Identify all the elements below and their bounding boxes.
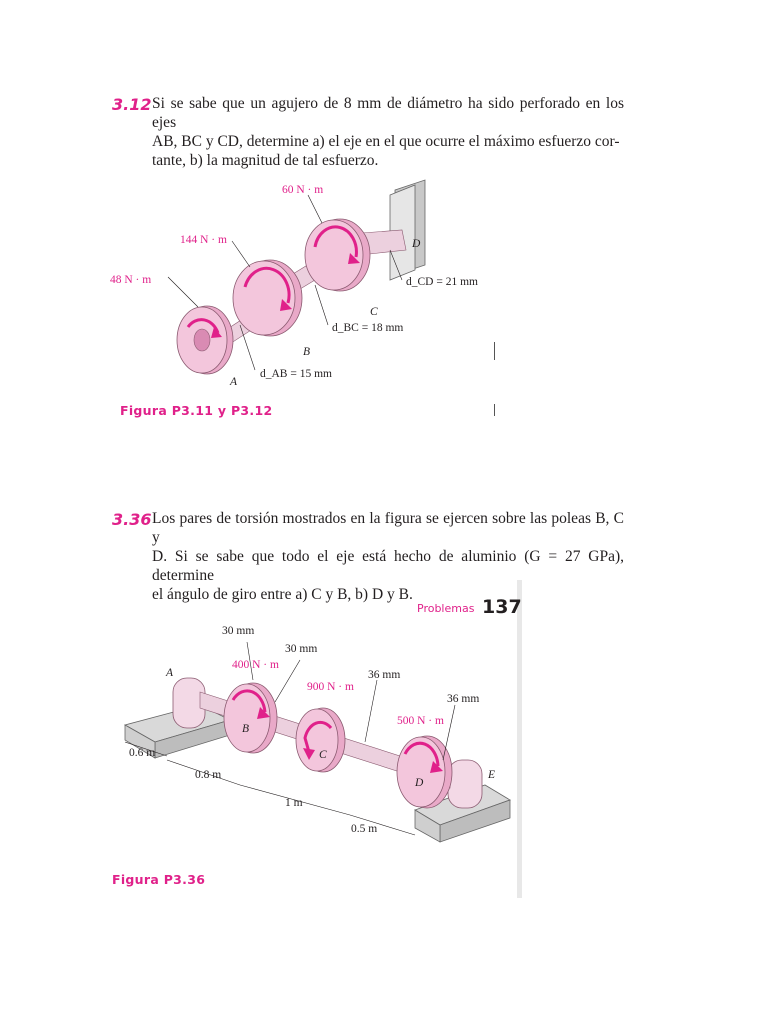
point-label: B bbox=[303, 346, 311, 358]
length-label: 0.8 m bbox=[195, 769, 222, 781]
point-label: C bbox=[370, 306, 378, 318]
shaft-figure-p311 bbox=[110, 175, 510, 415]
length-label: 0.6 m bbox=[129, 747, 156, 759]
statement-line: AB, BC y CD, determine a) el eje en el que ocurre el máximo esfuerzo cor- bbox=[152, 133, 620, 150]
diameter-label: 30 mm bbox=[222, 625, 255, 637]
diameter-label: d_BC = 18 mm bbox=[332, 322, 404, 334]
problem-statement bbox=[152, 509, 624, 604]
statement-line: el ángulo de giro entre a) C y B, b) D y B. bbox=[152, 586, 413, 603]
diameter-label: 36 mm bbox=[368, 669, 401, 681]
diameter-label: d_AB = 15 mm bbox=[260, 368, 332, 380]
point-label: A bbox=[166, 667, 174, 679]
diameter-label: d_CD = 21 mm bbox=[406, 276, 478, 288]
torque-label: 60 N · m bbox=[282, 184, 324, 196]
torque-label: 400 N · m bbox=[232, 659, 279, 671]
point-label: D bbox=[412, 238, 421, 250]
point-label: A bbox=[230, 376, 238, 388]
length-label: 1 m bbox=[285, 797, 303, 809]
torque-label: 500 N · m bbox=[397, 715, 444, 727]
crop-mark bbox=[494, 404, 495, 416]
torque-label: 900 N · m bbox=[307, 681, 354, 693]
pulley-c bbox=[305, 220, 363, 290]
pulley-b bbox=[233, 261, 295, 335]
problem-number: 3.12 bbox=[112, 95, 152, 114]
pulley-c bbox=[296, 709, 338, 771]
statement-line: Si se sabe que un agujero de 8 mm de diámetro ha sido perforado en los ejes bbox=[152, 95, 624, 131]
bearing-e bbox=[448, 760, 482, 808]
statement-line: Los pares de torsión mostrados en la figura se ejercen sobre las poleas B, C y bbox=[152, 510, 624, 546]
point-label: B bbox=[242, 723, 250, 735]
problem-number: 3.36 bbox=[112, 510, 152, 529]
page-number: 137 bbox=[482, 596, 522, 618]
length-label: 0.5 m bbox=[351, 823, 378, 835]
point-label: E bbox=[488, 769, 496, 781]
crop-mark bbox=[494, 342, 495, 360]
running-header-section: Problemas bbox=[417, 602, 475, 615]
point-label: C bbox=[319, 749, 327, 761]
statement-line: D. Si se sabe que todo el eje está hecho de aluminio (G = 27 GPa), determine bbox=[152, 548, 624, 584]
statement-line: tante, b) la magnitud de tal esfuerzo. bbox=[152, 152, 379, 169]
page-edge bbox=[517, 580, 522, 898]
problem-statement bbox=[152, 94, 624, 170]
torque-label: 48 N · m bbox=[110, 274, 152, 286]
diameter-label: 30 mm bbox=[285, 643, 318, 655]
figure-caption: Figura P3.36 bbox=[112, 872, 206, 887]
diameter-label: 36 mm bbox=[447, 693, 480, 705]
pulley-a-hole bbox=[194, 329, 210, 351]
point-label: D bbox=[415, 777, 424, 789]
shaft-figure-p336 bbox=[105, 620, 517, 870]
torque-label: 144 N · m bbox=[180, 234, 227, 246]
pulley-d bbox=[397, 737, 445, 807]
figure-caption: Figura P3.11 y P3.12 bbox=[120, 403, 273, 418]
